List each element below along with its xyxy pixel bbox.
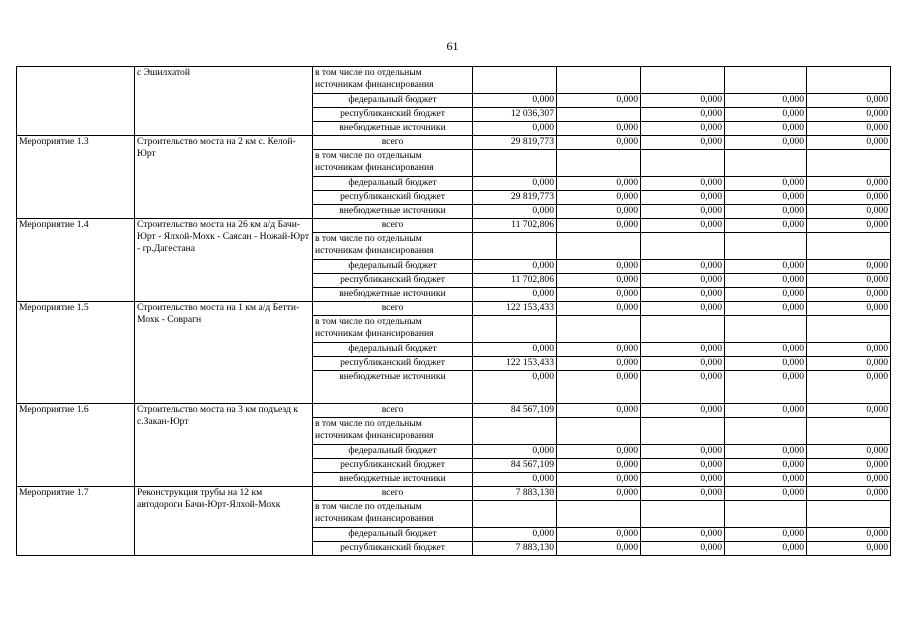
amount-cell xyxy=(641,501,725,528)
amount-cell: 0,000 xyxy=(807,445,891,459)
amount-cell: 0,000 xyxy=(725,122,807,136)
amount-cell xyxy=(641,418,725,445)
amount-cell xyxy=(473,418,557,445)
amount-cell: 0,000 xyxy=(807,108,891,122)
funding-source-label: внебюджетные источники xyxy=(313,205,473,219)
amount-cell: 0,000 xyxy=(557,371,641,404)
amount-cell: 0,000 xyxy=(725,191,807,205)
amount-cell: 0,000 xyxy=(641,528,725,542)
amount-cell xyxy=(473,67,557,94)
amount-cell: 0,000 xyxy=(473,343,557,357)
amount-cell: 0,000 xyxy=(557,288,641,302)
amount-cell: 122 153,433 xyxy=(473,357,557,371)
amount-cell xyxy=(725,67,807,94)
amount-cell: 0,000 xyxy=(725,219,807,233)
measure-number: Мероприятие 1.6 xyxy=(17,404,135,487)
amount-cell: 122 153,433 xyxy=(473,302,557,316)
table-row xyxy=(17,487,891,501)
amount-cell: 0,000 xyxy=(641,177,725,191)
amount-cell: 0,000 xyxy=(557,343,641,357)
amount-cell: 0,000 xyxy=(557,122,641,136)
amount-cell xyxy=(473,501,557,528)
amount-cell: 0,000 xyxy=(557,542,641,556)
amount-cell: 0,000 xyxy=(641,260,725,274)
amount-cell: 0,000 xyxy=(807,357,891,371)
amount-cell: 84 567,109 xyxy=(473,459,557,473)
amount-cell xyxy=(473,233,557,260)
amount-cell: 0,000 xyxy=(641,191,725,205)
funding-source-label: федеральный бюджет xyxy=(313,177,473,191)
amount-cell: 0,000 xyxy=(557,219,641,233)
amount-cell: 0,000 xyxy=(807,260,891,274)
amount-cell: 0,000 xyxy=(641,542,725,556)
amount-cell xyxy=(557,67,641,94)
amount-cell: 0,000 xyxy=(807,371,891,404)
amount-cell: 0,000 xyxy=(807,191,891,205)
measure-description: Строительство моста на 1 км а/д Бетти-Мохк - Соврагн xyxy=(135,302,313,404)
amount-cell: 0,000 xyxy=(641,122,725,136)
amount-cell xyxy=(807,316,891,343)
amount-cell: 0,000 xyxy=(807,404,891,418)
amount-cell xyxy=(725,233,807,260)
funding-source-label: внебюджетные источники xyxy=(313,288,473,302)
funding-source-label: в том числе по отдельным источникам финансирования xyxy=(313,418,473,445)
amount-cell: 0,000 xyxy=(725,177,807,191)
amount-cell: 0,000 xyxy=(473,528,557,542)
amount-cell: 0,000 xyxy=(807,219,891,233)
amount-cell: 0,000 xyxy=(807,177,891,191)
amount-cell: 0,000 xyxy=(641,487,725,501)
amount-cell: 0,000 xyxy=(557,94,641,108)
amount-cell xyxy=(641,150,725,177)
amount-cell: 0,000 xyxy=(641,94,725,108)
amount-cell: 0,000 xyxy=(641,274,725,288)
amount-cell: 0,000 xyxy=(641,459,725,473)
amount-cell: 29 819,773 xyxy=(473,136,557,150)
amount-cell xyxy=(641,233,725,260)
amount-cell: 0,000 xyxy=(557,357,641,371)
amount-cell: 0,000 xyxy=(725,459,807,473)
funding-source-label: всего xyxy=(313,219,473,233)
table-row xyxy=(17,404,891,418)
amount-cell: 0,000 xyxy=(641,205,725,219)
amount-cell: 0,000 xyxy=(725,487,807,501)
amount-cell: 0,000 xyxy=(725,274,807,288)
amount-cell: 0,000 xyxy=(473,445,557,459)
amount-cell: 0,000 xyxy=(473,177,557,191)
amount-cell: 0,000 xyxy=(807,136,891,150)
amount-cell: 0,000 xyxy=(557,205,641,219)
amount-cell xyxy=(557,108,641,122)
funding-source-label: республиканский бюджет xyxy=(313,357,473,371)
measure-description: Строительство моста на 26 км а/д Бачи-Юрт - Ялхой-Мохк - Саясан - Ножай-Юрт - гр.Дагестана xyxy=(135,219,313,302)
amount-cell: 0,000 xyxy=(473,94,557,108)
funding-source-label: внебюджетные источники xyxy=(313,473,473,487)
measure-description: Строительство моста на 3 км подъезд к с.Закан-Юрт xyxy=(135,404,313,487)
amount-cell: 0,000 xyxy=(807,94,891,108)
amount-cell xyxy=(473,316,557,343)
amount-cell xyxy=(557,150,641,177)
amount-cell: 0,000 xyxy=(641,108,725,122)
amount-cell: 0,000 xyxy=(557,274,641,288)
amount-cell: 0,000 xyxy=(641,473,725,487)
amount-cell: 0,000 xyxy=(641,136,725,150)
amount-cell: 0,000 xyxy=(725,343,807,357)
funding-source-label: федеральный бюджет xyxy=(313,528,473,542)
amount-cell: 0,000 xyxy=(557,177,641,191)
amount-cell: 0,000 xyxy=(557,459,641,473)
amount-cell: 84 567,109 xyxy=(473,404,557,418)
funding-source-label: в том числе по отдельным источникам финансирования xyxy=(313,501,473,528)
amount-cell: 0,000 xyxy=(557,404,641,418)
amount-cell: 0,000 xyxy=(557,136,641,150)
funding-source-label: республиканский бюджет xyxy=(313,274,473,288)
amount-cell: 11 702,806 xyxy=(473,274,557,288)
amount-cell: 7 883,130 xyxy=(473,542,557,556)
amount-cell: 0,000 xyxy=(725,473,807,487)
amount-cell: 0,000 xyxy=(473,473,557,487)
amount-cell: 0,000 xyxy=(807,528,891,542)
funding-source-label: республиканский бюджет xyxy=(313,459,473,473)
amount-cell: 0,000 xyxy=(725,445,807,459)
amount-cell: 11 702,806 xyxy=(473,219,557,233)
funding-source-label: всего xyxy=(313,302,473,316)
funding-source-label: республиканский бюджет xyxy=(313,191,473,205)
amount-cell: 0,000 xyxy=(473,122,557,136)
amount-cell xyxy=(807,233,891,260)
amount-cell: 0,000 xyxy=(557,528,641,542)
amount-cell: 0,000 xyxy=(725,302,807,316)
amount-cell: 0,000 xyxy=(807,205,891,219)
amount-cell: 0,000 xyxy=(557,302,641,316)
funding-source-label: в том числе по отдельным источникам финансирования xyxy=(313,233,473,260)
table-row xyxy=(17,219,891,233)
amount-cell xyxy=(807,150,891,177)
amount-cell: 0,000 xyxy=(473,205,557,219)
amount-cell: 0,000 xyxy=(725,108,807,122)
amount-cell: 12 036,307 xyxy=(473,108,557,122)
amount-cell: 0,000 xyxy=(557,445,641,459)
amount-cell xyxy=(725,418,807,445)
financing-table xyxy=(16,66,891,556)
amount-cell: 7 883,130 xyxy=(473,487,557,501)
funding-source-label: республиканский бюджет xyxy=(313,108,473,122)
measure-number: Мероприятие 1.4 xyxy=(17,219,135,302)
amount-cell xyxy=(557,418,641,445)
funding-source-label: федеральный бюджет xyxy=(313,343,473,357)
amount-cell xyxy=(725,316,807,343)
amount-cell: 0,000 xyxy=(725,528,807,542)
amount-cell: 0,000 xyxy=(725,205,807,219)
measure-number xyxy=(17,67,135,136)
funding-source-label: внебюджетные источники xyxy=(313,371,473,404)
amount-cell: 29 819,773 xyxy=(473,191,557,205)
amount-cell: 0,000 xyxy=(473,371,557,404)
amount-cell: 0,000 xyxy=(725,94,807,108)
amount-cell: 0,000 xyxy=(725,357,807,371)
amount-cell: 0,000 xyxy=(807,274,891,288)
funding-source-label: всего xyxy=(313,136,473,150)
amount-cell: 0,000 xyxy=(725,260,807,274)
amount-cell: 0,000 xyxy=(807,288,891,302)
amount-cell: 0,000 xyxy=(557,473,641,487)
amount-cell: 0,000 xyxy=(725,136,807,150)
amount-cell: 0,000 xyxy=(557,487,641,501)
funding-source-label: в том числе по отдельным источникам финансирования xyxy=(313,67,473,94)
page-number: 61 xyxy=(446,39,459,53)
amount-cell: 0,000 xyxy=(807,542,891,556)
amount-cell: 0,000 xyxy=(641,445,725,459)
amount-cell xyxy=(473,150,557,177)
amount-cell: 0,000 xyxy=(807,459,891,473)
amount-cell xyxy=(807,67,891,94)
amount-cell xyxy=(807,418,891,445)
table-row xyxy=(17,136,891,150)
amount-cell: 0,000 xyxy=(725,288,807,302)
table-row xyxy=(17,67,891,94)
measure-number: Мероприятие 1.7 xyxy=(17,487,135,556)
amount-cell: 0,000 xyxy=(807,302,891,316)
funding-source-label: федеральный бюджет xyxy=(313,94,473,108)
amount-cell: 0,000 xyxy=(641,219,725,233)
amount-cell: 0,000 xyxy=(641,302,725,316)
amount-cell: 0,000 xyxy=(725,404,807,418)
amount-cell: 0,000 xyxy=(473,288,557,302)
table-row xyxy=(17,302,891,316)
amount-cell: 0,000 xyxy=(557,191,641,205)
amount-cell: 0,000 xyxy=(641,404,725,418)
amount-cell: 0,000 xyxy=(641,371,725,404)
funding-source-label: федеральный бюджет xyxy=(313,445,473,459)
amount-cell xyxy=(725,150,807,177)
measure-number: Мероприятие 1.3 xyxy=(17,136,135,219)
funding-source-label: всего xyxy=(313,487,473,501)
amount-cell: 0,000 xyxy=(807,122,891,136)
amount-cell: 0,000 xyxy=(725,371,807,404)
measure-description: Реконструкция трубы на 12 км автодороги Бачи-Юрт-Ялхой-Мохк xyxy=(135,487,313,556)
amount-cell: 0,000 xyxy=(473,260,557,274)
amount-cell xyxy=(557,233,641,260)
funding-source-label: внебюджетные источники xyxy=(313,122,473,136)
amount-cell: 0,000 xyxy=(807,343,891,357)
measure-number: Мероприятие 1.5 xyxy=(17,302,135,404)
amount-cell xyxy=(557,501,641,528)
amount-cell: 0,000 xyxy=(807,473,891,487)
amount-cell: 0,000 xyxy=(725,542,807,556)
amount-cell xyxy=(557,316,641,343)
amount-cell: 0,000 xyxy=(641,343,725,357)
amount-cell: 0,000 xyxy=(807,487,891,501)
funding-source-label: республиканский бюджет xyxy=(313,542,473,556)
amount-cell xyxy=(807,501,891,528)
funding-source-label: федеральный бюджет xyxy=(313,260,473,274)
measure-description: Строительство моста на 2 км с. Келой-Юрт xyxy=(135,136,313,219)
funding-source-label: в том числе по отдельным источникам финансирования xyxy=(313,316,473,343)
amount-cell xyxy=(641,316,725,343)
amount-cell: 0,000 xyxy=(557,260,641,274)
amount-cell: 0,000 xyxy=(641,357,725,371)
amount-cell xyxy=(725,501,807,528)
amount-cell: 0,000 xyxy=(641,288,725,302)
funding-source-label: в том числе по отдельным источникам финансирования xyxy=(313,150,473,177)
funding-source-label: всего xyxy=(313,404,473,418)
measure-description: с Эшилхатой xyxy=(135,67,313,136)
amount-cell xyxy=(641,67,725,94)
